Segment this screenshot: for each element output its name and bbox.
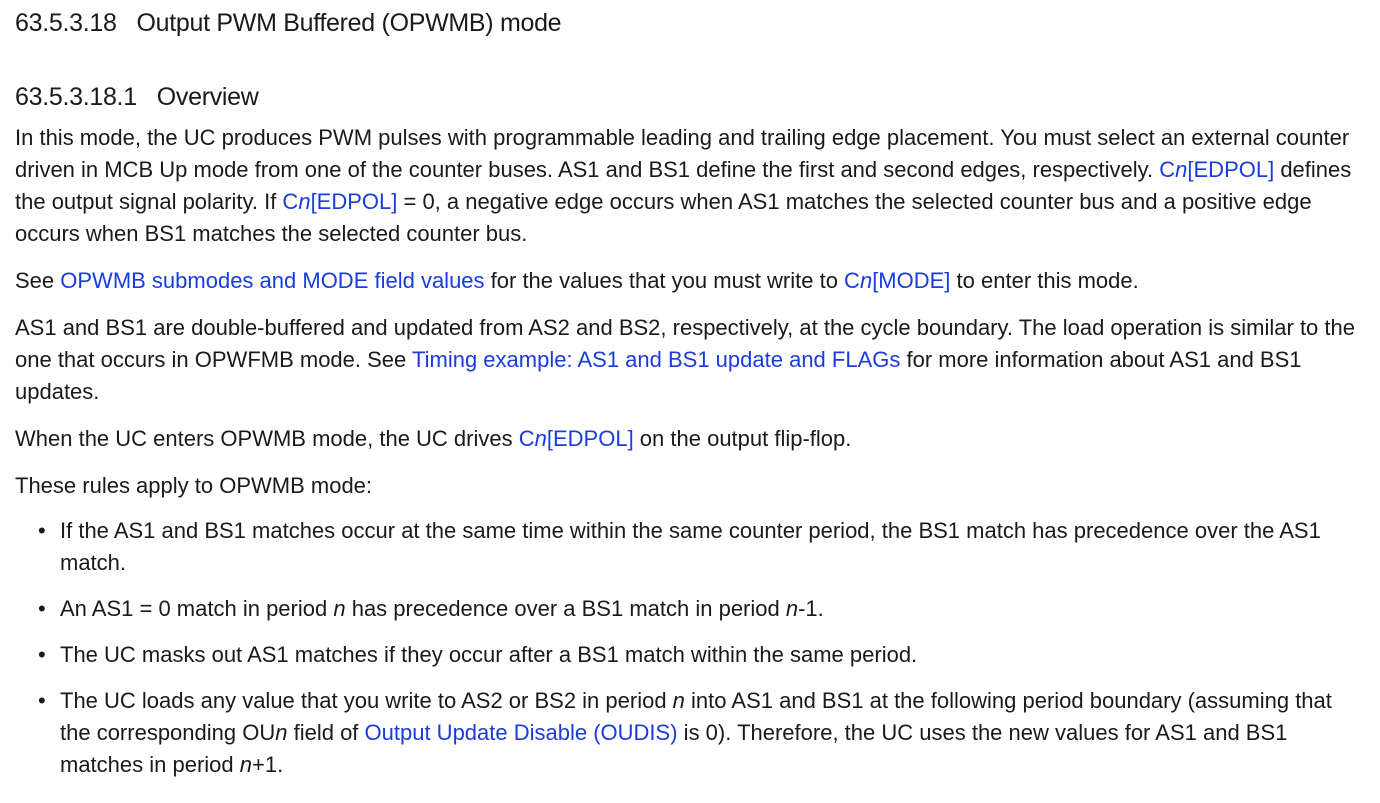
list-item-text: into AS1 and BS1 at the following period boundary (assuming that the corresponding OU — [60, 688, 1332, 745]
list-item-text: has precedence over a BS1 match in period — [345, 596, 786, 621]
subsection-number: 63.5.3.18.1 — [15, 83, 137, 111]
paragraph-text: defines the output signal polarity. If — [15, 157, 1352, 214]
section-heading — [15, 0, 1364, 49]
subsection-title: Overview — [156, 83, 259, 111]
variable-n: n — [785, 596, 799, 621]
list-item-text: +1. — [252, 752, 284, 777]
list-item-text: -1. — [798, 596, 824, 621]
list-item — [38, 639, 1364, 671]
variable-n: n — [239, 752, 253, 777]
link-text: [EDPOL] — [546, 426, 634, 451]
paragraph-text: = 0, a negative edge occurs when AS1 matches the selected counter bus and a positive edge occurs when BS1 matches the selected counter bus. — [15, 189, 1312, 246]
paragraph-mode-description — [15, 122, 1364, 250]
list-item — [38, 515, 1364, 579]
paragraph-double-buffered — [15, 312, 1364, 408]
list-item-text: If the AS1 and BS1 matches occur at the same time within the same counter period, the BS1 match has precedence over the AS1 match. — [60, 518, 1321, 575]
link-text-variable: n — [534, 426, 547, 451]
link-cn-edpol[interactable] — [519, 426, 634, 451]
link-text-variable: n — [298, 189, 311, 214]
link-text: C — [1159, 157, 1176, 182]
paragraph-text: on the output flip-flop. — [633, 426, 852, 451]
variable-n: n — [333, 596, 346, 621]
link-text: [EDPOL] — [1187, 157, 1275, 182]
bullet-icon: • — [38, 642, 46, 667]
link-text: C — [844, 268, 860, 293]
link-text: C — [282, 189, 299, 214]
paragraph-text: When the UC enters OPWMB mode, the UC drives — [15, 426, 519, 451]
paragraph-text: AS1 and BS1 are double-buffered and updated from AS2 and BS2, respectively, at the cycle boundary. The load operation is similar to the one that occurs in OPWFMB mode. See — [15, 315, 1355, 372]
list-item — [38, 685, 1364, 781]
link-text-variable: n — [859, 268, 873, 293]
list-item — [38, 593, 1364, 625]
bullet-icon: • — [38, 518, 46, 543]
link-opwmb-submodes[interactable]: OPWMB submodes and MODE field values — [60, 268, 485, 293]
paragraph-text: for more information about AS1 and BS1 updates. — [15, 347, 1302, 404]
variable-n: n — [672, 688, 685, 713]
link-text-variable: n — [1175, 157, 1188, 182]
paragraph-text: These rules apply to OPWMB mode: — [15, 473, 373, 498]
link-cn-edpol[interactable] — [1159, 157, 1274, 182]
list-item-text: The UC loads any value that you write to AS2 or BS2 in period — [60, 688, 673, 713]
link-text: [EDPOL] — [310, 189, 398, 214]
list-item-text: is 0). Therefore, the UC uses the new values for AS1 and BS1 matches in period — [60, 720, 1288, 777]
paragraph-text: In this mode, the UC produces PWM pulses with programmable leading and trailing edge placement. You must select an external counter driven in MCB Up mode from one of the counter buses. AS1 and BS1 define the first and second edges, respectively. — [15, 125, 1350, 182]
paragraph-text: for the values that you must write to — [484, 268, 845, 293]
section-number: 63.5.3.18 — [15, 9, 117, 37]
bullet-icon: • — [38, 688, 46, 713]
paragraph-enters-mode — [15, 423, 1364, 455]
link-cn-mode[interactable] — [844, 268, 950, 293]
list-item-text: An AS1 = 0 match in period — [60, 596, 334, 621]
link-cn-edpol[interactable] — [282, 189, 397, 214]
paragraph-text: See — [15, 268, 61, 293]
link-text: [MODE] — [872, 268, 951, 293]
variable-n: n — [275, 720, 288, 745]
paragraph-rules-intro — [15, 470, 1364, 502]
paragraph-see-submodes — [15, 265, 1364, 297]
list-item-text: field of — [287, 720, 365, 745]
subsection-heading — [15, 83, 1364, 115]
bullet-icon: • — [38, 596, 46, 621]
link-text: C — [518, 426, 535, 451]
paragraph-text: to enter this mode. — [950, 268, 1139, 293]
link-timing-example[interactable]: Timing example: AS1 and BS1 update and FLAGs — [412, 347, 901, 372]
section-title: Output PWM Buffered (OPWMB) mode — [136, 9, 562, 37]
list-item-text: The UC masks out AS1 matches if they occur after a BS1 match within the same period. — [60, 642, 918, 667]
link-output-update-disable[interactable]: Output Update Disable (OUDIS) — [364, 720, 678, 745]
rules-list — [15, 515, 1364, 781]
